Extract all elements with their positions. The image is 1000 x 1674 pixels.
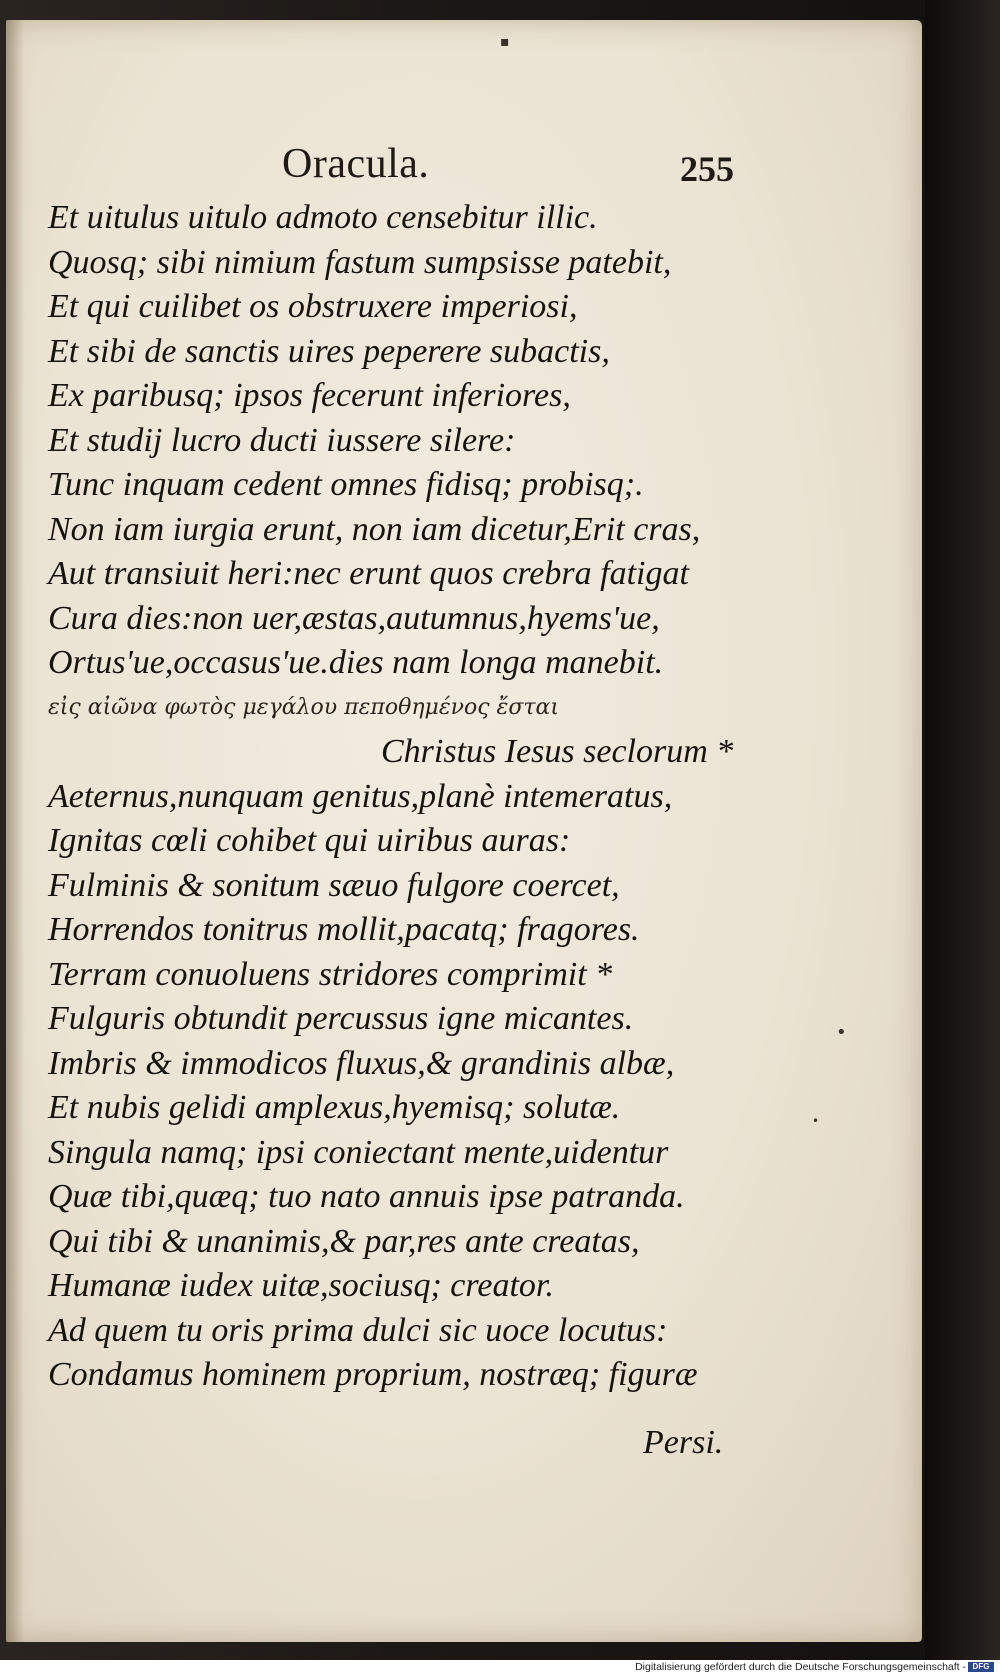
verse-line: Et studij lucro ducti iussere silere: <box>48 421 516 459</box>
ink-speck: • <box>812 1114 820 1128</box>
verse-line: Fulminis & sonitum sæuo fulgore coercet, <box>48 866 620 904</box>
verse-line: Quosq; sibi nimium fastum sumpsisse patebit, <box>48 243 672 281</box>
verse-line: Condamus hominem proprium, nostræq; figuræ <box>48 1356 698 1393</box>
verse-line: Et nubis gelidi amplexus,hyemisq; solutæ. <box>48 1089 621 1126</box>
dfg-logo: DFG <box>968 1662 994 1672</box>
greek-verse-line: εἰς αἰῶνα φωτὸς μεγάλου πεποθημένος ἔσται <box>48 694 560 720</box>
verse-block <box>48 196 748 1398</box>
verse-line: Qui tibi & unanimis,& par,res ante creatas, <box>48 1222 640 1260</box>
verse-line: Ortus'ue,occasus'ue.dies nam longa manebit. <box>48 644 664 681</box>
funding-credit: Digitalisierung gefördert durch die Deutsche Forschungsgemeinschaft - <box>635 1661 966 1673</box>
verse-line: Imbris & immodicos fluxus,& grandinis albæ, <box>48 1044 675 1082</box>
verse-line: Aeternus,nunquam genitus,planè intemeratus, <box>48 777 673 815</box>
verse-line: Non iam iurgia erunt, non iam dicetur,Erit cras, <box>48 510 701 548</box>
running-title: Oracula. <box>282 141 430 187</box>
scanner-edge <box>925 0 1000 1660</box>
verse-line: Et qui cuilibet os obstruxere imperiosi, <box>48 288 578 325</box>
page-number: 255 <box>680 149 734 189</box>
page-gutter-shadow <box>6 20 24 1642</box>
verse-line: Fulguris obtundit percussus igne micantes. <box>48 1000 634 1037</box>
page-header <box>0 140 760 200</box>
verse-line: Tunc inquam cedent omnes fidisq; probisq;. <box>48 466 644 503</box>
ink-speck: • <box>836 1022 847 1043</box>
verse-line: Singula namq; ipsi coniectant mente,uidentur <box>48 1133 669 1171</box>
verse-line: Humanæ iudex uitæ,sociusq; creator. <box>48 1267 554 1304</box>
verse-line: Ad quem tu oris prima dulci sic uoce locutus: <box>48 1311 668 1349</box>
verse-line: Quæ tibi,quæq; tuo nato annuis ipse patranda. <box>48 1178 685 1215</box>
digitization-footer <box>0 1660 1000 1674</box>
verse-line: Aut transiuit heri:nec erunt quos crebra fatigat <box>48 555 689 592</box>
catchword: Persi. <box>643 1424 724 1461</box>
verse-line: Cura dies:non uer,æstas,autumnus,hyems'ue, <box>48 599 660 637</box>
verse-line: Horrendos tonitrus mollit,pacatq; fragores. <box>48 911 640 948</box>
verse-line: Terram conuoluens stridores comprimit * <box>48 955 613 993</box>
verse-line: Et uitulus uitulo admoto censebitur illic. <box>48 199 598 236</box>
verse-line: Ignitas cœli cohibet qui uiribus auras: <box>48 822 571 859</box>
verse-line: Ex paribusq; ipsos fecerunt inferiores, <box>48 377 571 414</box>
verse-line-indented: Christus Iesus seclorum * <box>381 733 734 770</box>
verse-line: Et sibi de sanctis uires peperere subactis, <box>48 332 610 370</box>
ink-speck: ▪ <box>500 34 510 50</box>
